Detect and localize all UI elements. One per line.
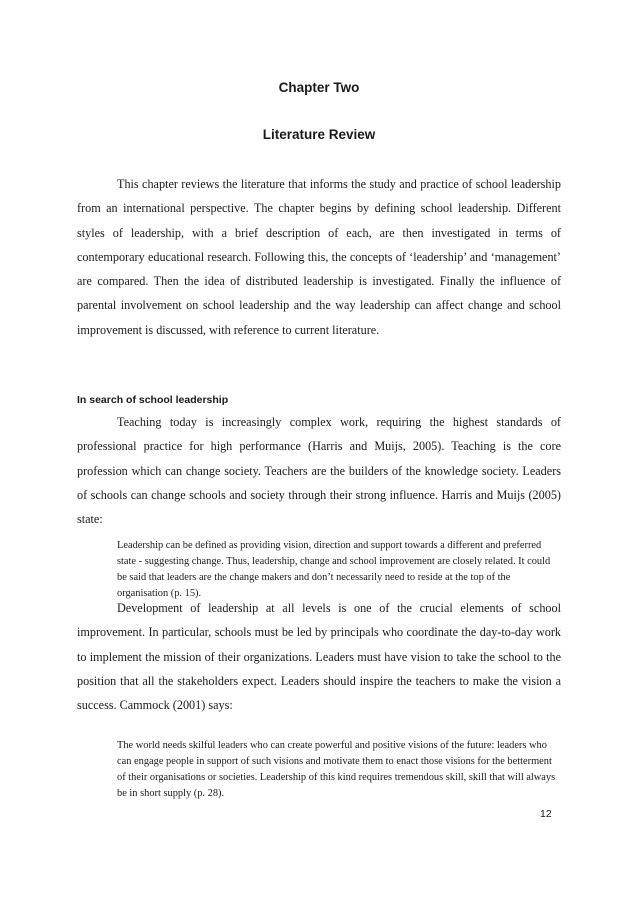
block-quote-1: Leadership can be defined as providing vision, direction and support towards a different and preferred state - suggesting change. Thus, leadership, change and school improvement are closely related. It could be said that leaders are the change makers and don’t necessarily need to reside at the top of the organisation (p. 15). — [117, 540, 551, 599]
body-paragraph-2-text: Teaching today is increasingly complex work, requiring the highest standards of professional practice for high performance (Harris and Muijs, 2005). Teaching is the core profession which can change society. Teachers are the builders of the knowledge society. Leaders of schools can change schools and society through their strong influence. Harris and Muijs (2005) state: — [77, 415, 561, 527]
subheading: In search of school leadership — [77, 394, 229, 406]
intro-paragraph — [77, 172, 561, 342]
body-paragraph-3 — [77, 596, 561, 717]
page-number: 12 — [540, 808, 552, 820]
section-title: Literature Review — [262, 127, 376, 142]
intro-paragraph-text: This chapter reviews the literature that informs the study and practice of school leadership from an international perspective. The chapter begins by defining school leadership. Different styles of leadership, with a brief description of each, are then investigated in terms of contemporary educational research. Following this, the concepts of ‘leadership’ and ‘management’ are compared. Then the idea of distributed leadership is investigated. Finally the influence of parental involvement on school leadership and the way leadership can affect change and school improvement is discussed, with reference to current literature. — [77, 177, 561, 337]
body-paragraph-3-text: Development of leadership at all levels is one of the crucial elements of school improvement. In particular, schools must be led by principals who coordinate the day-to-day work to implement the mission of their organizations. Leaders must have vision to take the school to the position that all the stakeholders expect. Leaders should inspire the teachers to make the vision a success. Cammock (2001) says: — [77, 601, 561, 713]
chapter-title: Chapter Two — [278, 80, 360, 95]
body-paragraph-2 — [77, 410, 561, 531]
block-quote-2: The world needs skilful leaders who can create powerful and positive visions of the future: leaders who can engage people in support of such visions and motivate them to enact those visions for the betterment of their organisations or societies. Leadership of this kind requires tremendous skill, skill that will always be in short supply (p. 28). — [117, 740, 556, 799]
